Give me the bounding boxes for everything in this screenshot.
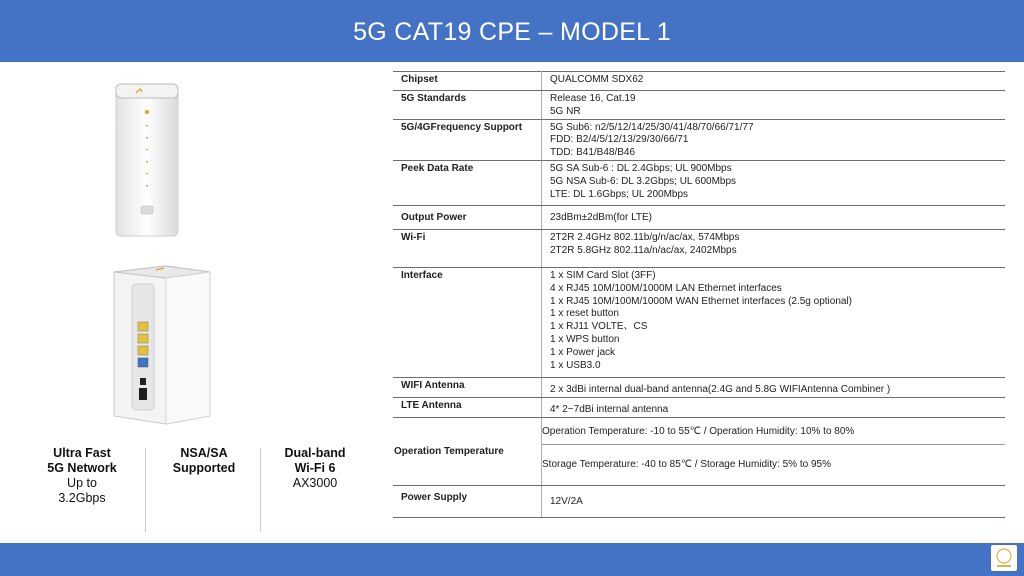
spec-row-chipset <box>393 72 1005 91</box>
spec-line: 5G SA Sub-6 : DL 2.4Gbps; UL 900Mbps <box>550 162 732 174</box>
spec-line: Operation Temperature: -10 to 55℃ / Operation Humidity: 10% to 80% <box>542 420 1005 445</box>
spec-key: Peek Data Rate <box>393 160 542 205</box>
spec-key: Operation Temperature <box>393 417 542 485</box>
spec-value <box>542 397 1006 417</box>
feature-label: Wi-Fi 6 <box>294 461 336 475</box>
spec-row-wifi-antenna <box>393 377 1005 397</box>
feature-detail: 3.2Gbps <box>58 491 106 505</box>
feature-label: Dual-band <box>284 446 346 460</box>
spec-row-wifi <box>393 229 1005 267</box>
page-title: 5G CAT19 CPE – MODEL 1 <box>353 18 671 46</box>
spec-key: LTE Antenna <box>393 397 542 417</box>
spec-value <box>542 485 1006 517</box>
spec-row-lte-antenna <box>393 397 1005 417</box>
spec-key: Chipset <box>393 72 542 91</box>
spec-value <box>542 119 1006 160</box>
feature-wifi6 <box>265 446 365 536</box>
spec-key: Wi-Fi <box>393 229 542 267</box>
spec-value <box>542 267 1006 377</box>
spec-value <box>542 377 1006 397</box>
spec-row-frequency <box>393 119 1005 160</box>
spec-line: 4* 2~7dBi internal antenna <box>550 403 669 415</box>
spec-line: 5G NSA Sub-6: DL 3.2Gbps; UL 600Mbps <box>550 175 737 187</box>
spec-key: Output Power <box>393 205 542 229</box>
spec-line: Storage Temperature: -40 to 85℃ / Storage Humidity: 5% to 95% <box>542 458 831 470</box>
spec-line: QUALCOMM SDX62 <box>550 74 644 85</box>
spec-row-peak-rate <box>393 160 1005 205</box>
spec-line: 5G Sub6: n2/5/12/14/25/30/41/48/70/66/71/77 <box>550 121 754 133</box>
spec-line: 5G NR <box>550 105 581 117</box>
spec-key: 5G/4GFrequency Support <box>393 119 542 160</box>
spec-row-power-supply <box>393 485 1005 517</box>
feature-5g-network <box>37 446 127 536</box>
spec-key: Power Supply <box>393 485 542 517</box>
spec-key: Interface <box>393 267 542 377</box>
spec-line: 1 x SIM Card Slot (3FF) <box>550 269 656 281</box>
spec-value <box>542 417 1006 485</box>
spec-line: 1 x RJ11 VOLTE、CS <box>550 321 648 333</box>
title-banner <box>0 0 1024 62</box>
spec-line: 23dBm±2dBm(for LTE) <box>550 212 653 224</box>
spec-value <box>542 229 1006 267</box>
spec-line: 4 x RJ45 10M/100M/1000M LAN Ethernet interfaces <box>550 282 782 294</box>
spec-key: WIFI Antenna <box>393 377 542 397</box>
spec-line: 1 x RJ45 10M/100M/1000M WAN Ethernet interfaces (2.5g optional) <box>550 295 853 307</box>
spec-line: 2 x 3dBi internal dual-band antenna(2.4G and 5.8G WIFIAntenna Combiner ) <box>550 383 891 395</box>
spec-line: 12V/2A <box>550 495 583 507</box>
company-logo <box>991 545 1017 571</box>
spec-line: 2T2R 2.4GHz 802.11b/g/n/ac/ax, 574Mbps <box>550 231 740 243</box>
spec-row-output-power <box>393 205 1005 229</box>
spec-line: TDD: B41/B48/B46 <box>550 147 636 159</box>
spec-row-temperature <box>393 417 1005 485</box>
feature-label: 5G Network <box>47 461 117 475</box>
feature-label: NSA/SA <box>180 446 228 460</box>
feature-summary <box>37 446 377 536</box>
feature-label: Supported <box>172 461 236 475</box>
spec-line: 2T2R 5.8GHz 802.11a/n/ac/ax, 2402Mbps <box>550 244 737 256</box>
spec-line: LTE: DL 1.6Gbps; UL 200Mbps <box>550 188 689 200</box>
feature-label: Ultra Fast <box>53 446 111 460</box>
spec-key: 5G Standards <box>393 91 542 120</box>
device-back-image <box>106 258 216 428</box>
logo-icon <box>991 545 1017 571</box>
device-front-image <box>112 80 182 240</box>
spec-line: 1 x USB3.0 <box>550 359 601 371</box>
spec-line: 1 x Power jack <box>550 346 616 358</box>
spec-row-interface <box>393 267 1005 377</box>
spec-line: Release 16, Cat.19 <box>550 93 636 104</box>
spec-value <box>542 160 1006 205</box>
spec-line: FDD: B2/4/5/12/13/29/30/66/71 <box>550 134 689 146</box>
spec-value <box>542 205 1006 229</box>
divider <box>260 448 261 532</box>
spec-line: 1 x reset button <box>550 308 619 320</box>
feature-detail: Up to <box>67 476 97 490</box>
divider <box>145 448 146 532</box>
spec-table <box>393 71 1005 518</box>
spec-row-5g-standards <box>393 91 1005 120</box>
feature-detail: AX3000 <box>292 476 338 490</box>
spec-value <box>542 91 1006 120</box>
spec-value <box>542 72 1006 91</box>
spec-line: 1 x WPS button <box>550 333 620 345</box>
feature-nsa-sa <box>147 446 261 536</box>
footer-banner <box>0 543 1024 576</box>
